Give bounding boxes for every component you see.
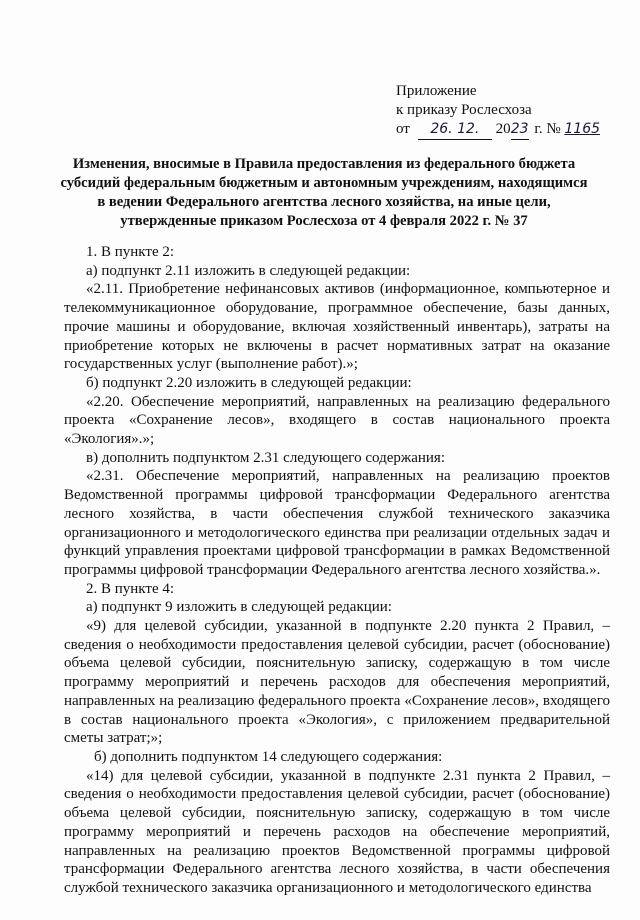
item-1-heading: 1. В пункте 2:: [86, 244, 175, 260]
appendix-date-line: [396, 120, 626, 140]
item-2-sub-b-text: «14) для целевой субсидии, указанной в подпункте 2.31 пункта 2 Правил, – сведения о необходимости предоставления целевой субсидии, расчет (обоснование) объема целевой субсидии, пояснительную записку, содержащую в том числе программу мероприятий и перечень расходов на обеспечение мероприятий, направленных на реализацию проектов Ведомственной программы цифровой трансформации Федерального агентства лесного хозяйства, в части обеспечения службой технического заказчика организационного и методологического единства: [64, 767, 610, 896]
title-line-1: Изменения, вносимые в Правила предоставления из федерального бюджета: [72, 156, 576, 172]
appendix-title: Приложение: [396, 83, 477, 99]
handwritten-date: 26. 12.: [418, 120, 492, 140]
title-line-4: утвержденные приказом Рослесхоза от 4 февраля 2022 г. № 37: [120, 213, 528, 229]
year-suffix: г. №: [534, 121, 561, 137]
title-line-3: в ведении Федерального агентства лесного хозяйства, на иные цели,: [97, 194, 551, 210]
item-1-sub-b: б) подпункт 2.20 изложить в следующей редакции:: [86, 374, 412, 391]
document-body: [64, 243, 610, 898]
item-1-sub-c-text: «2.31. Обеспечение мероприятий, направленных на реализацию проектов Ведомственной программы цифровой трансформации Федерального агентства лесного хозяйства, в части обеспечения службой технического заказчика организационного и методологического единства при реализации отдельных задач и функций управления проектами цифровой трансформации в рамках Ведомственной программы цифровой трансформации Федерального агентства лесного хозяйства.».: [64, 468, 610, 578]
item-1-sub-c: в) дополнить подпунктом 2.31 следующего содержания:: [86, 449, 445, 466]
handwritten-year: 23: [511, 120, 529, 140]
handwritten-order-number: 1165: [564, 121, 601, 137]
title-line-2: субсидий федеральным бюджетным и автономным учреждениям, находящимся: [60, 175, 588, 191]
from-label: от: [396, 121, 410, 137]
year-prefix: 20: [495, 121, 511, 137]
item-2-heading: 2. В пункте 4:: [86, 580, 175, 597]
item-2-sub-a-text: «9) для целевой субсидии, указанной в подпункте 2.20 пункта 2 Правил, – сведения о необходимости предоставления целевой субсидии, расчет (обоснование) объема целевой субсидии, пояснительную записку, содержащую в том числе программу мероприятий и перечень расходов для обеспечения мероприятий, направленных на реализацию федерального проекта «Сохранение лесов», входящего в состав национального проекта «Экология», с приложением предварительной сметы затрат;»;: [64, 618, 610, 747]
item-1-sub-b-text: «2.20. Обеспечение мероприятий, направленных на реализацию федерального проекта «Сохранение лесов», входящего в состав национального проекта «Экология».»;: [64, 393, 610, 448]
item-1-sub-a: а) подпункт 2.11 изложить в следующей редакции:: [86, 262, 411, 279]
appendix-order-ref: к приказу Рослесхоза: [396, 102, 532, 118]
item-1-sub-a-text: «2.11. Приобретение нефинансовых активов (информационное, компьютерное и телекоммуникационное оборудование, программное обеспечение, базы данных, прочие машины и оборудование, включая хозяйственный инвентарь), затраты на приобретение которых не включены в расчет нормативных затрат на оказание государственных услуг (выполнение работ).»;: [64, 281, 610, 373]
item-2-sub-b: б) дополнить подпунктом 14 следующего содержания:: [94, 748, 443, 765]
item-2-sub-a: а) подпункт 9 изложить в следующей редакции:: [86, 599, 392, 616]
appendix-block: [396, 82, 626, 140]
document-title: [56, 155, 592, 231]
